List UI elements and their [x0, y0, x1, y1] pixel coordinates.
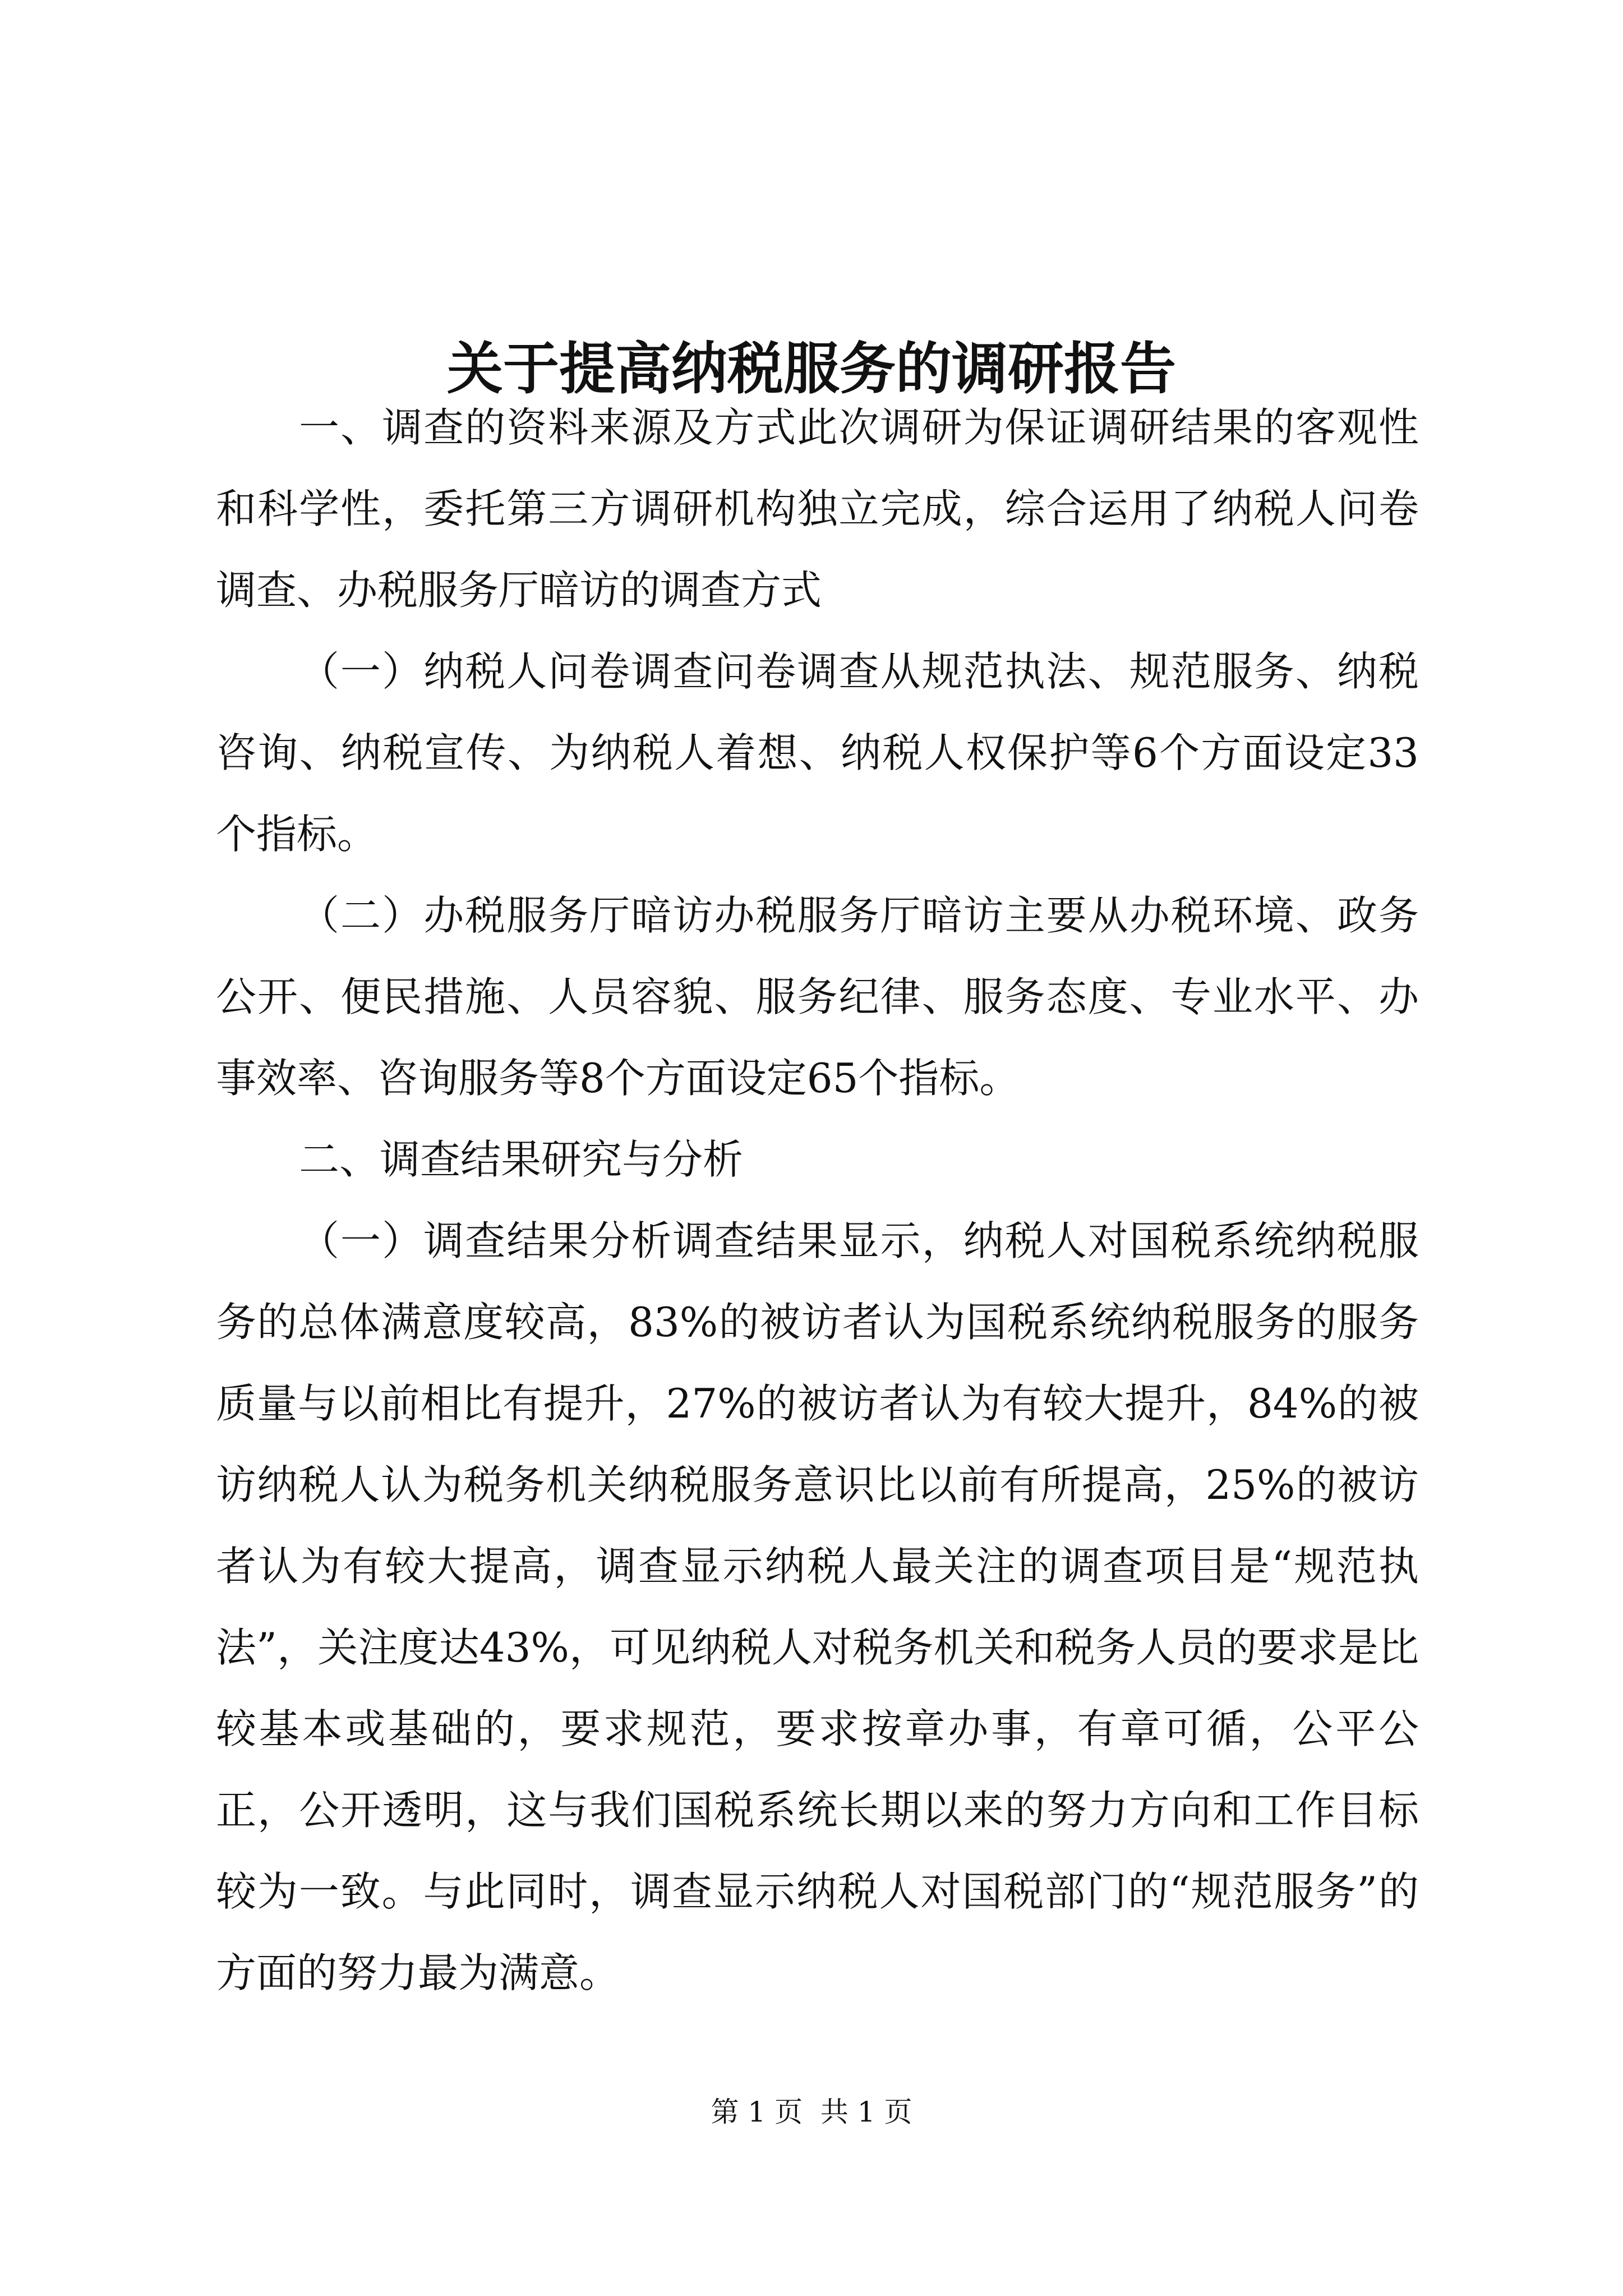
paragraph-analysis: （一）调查结果分析调查结果显示，纳税人对国税系统纳税服务的总体满意度较高，83%的被访者认为国税系统纳税服务的服务质量与以前相比有提升，27%的被访者认为有较大提升，84%的被访纳税人认为税务机关纳税服务意识比以前有所提高，25%的被访者认为有较大提高，调查显示纳税人最关注的调查项目是“规范执法”，关注度达43%，可见纳税人对税务机关和税务人员的要求是比较基本或基础的，要求规范，要求按章办事，有章可循，公平公正，公开透明，这与我们国税系统长期以来的努力方向和工作目标较为一致。与此同时，调查显示纳税人对国税部门的“规范服务”的方面的努力最为满意。	[216, 1217, 1419, 1996]
document-title: 关于提高纳税服务的调研报告	[447, 335, 1176, 402]
paragraph-section-1: 一、调查的资料来源及方式此次调研为保证调研结果的客观性和科学性，委托第三方调研机构独立完成，综合运用了纳税人问卷调查、办税服务厅暗访的调查方式	[216, 404, 1419, 614]
paragraph-section-2-heading: 二、调查结果研究与分析	[299, 1136, 744, 1183]
paragraph-questionnaire: （一）纳税人问卷调查问卷调查从规范执法、规范服务、纳税咨询、纳税宣传、为纳税人着想、纳税人权保护等6个方面设定33个指标。	[216, 648, 1419, 858]
page-footer	[0, 2092, 1623, 2132]
paragraph-hall-visit: （二）办税服务厅暗访办税服务厅暗访主要从办税环境、政务公开、便民措施、人员容貌、服务纪律、服务态度、专业水平、办事效率、咨询服务等8个方面设定65个指标。	[216, 892, 1419, 1102]
page-number: 第 1 页 共 1 页	[711, 2096, 912, 2128]
document-body	[216, 387, 1419, 2014]
